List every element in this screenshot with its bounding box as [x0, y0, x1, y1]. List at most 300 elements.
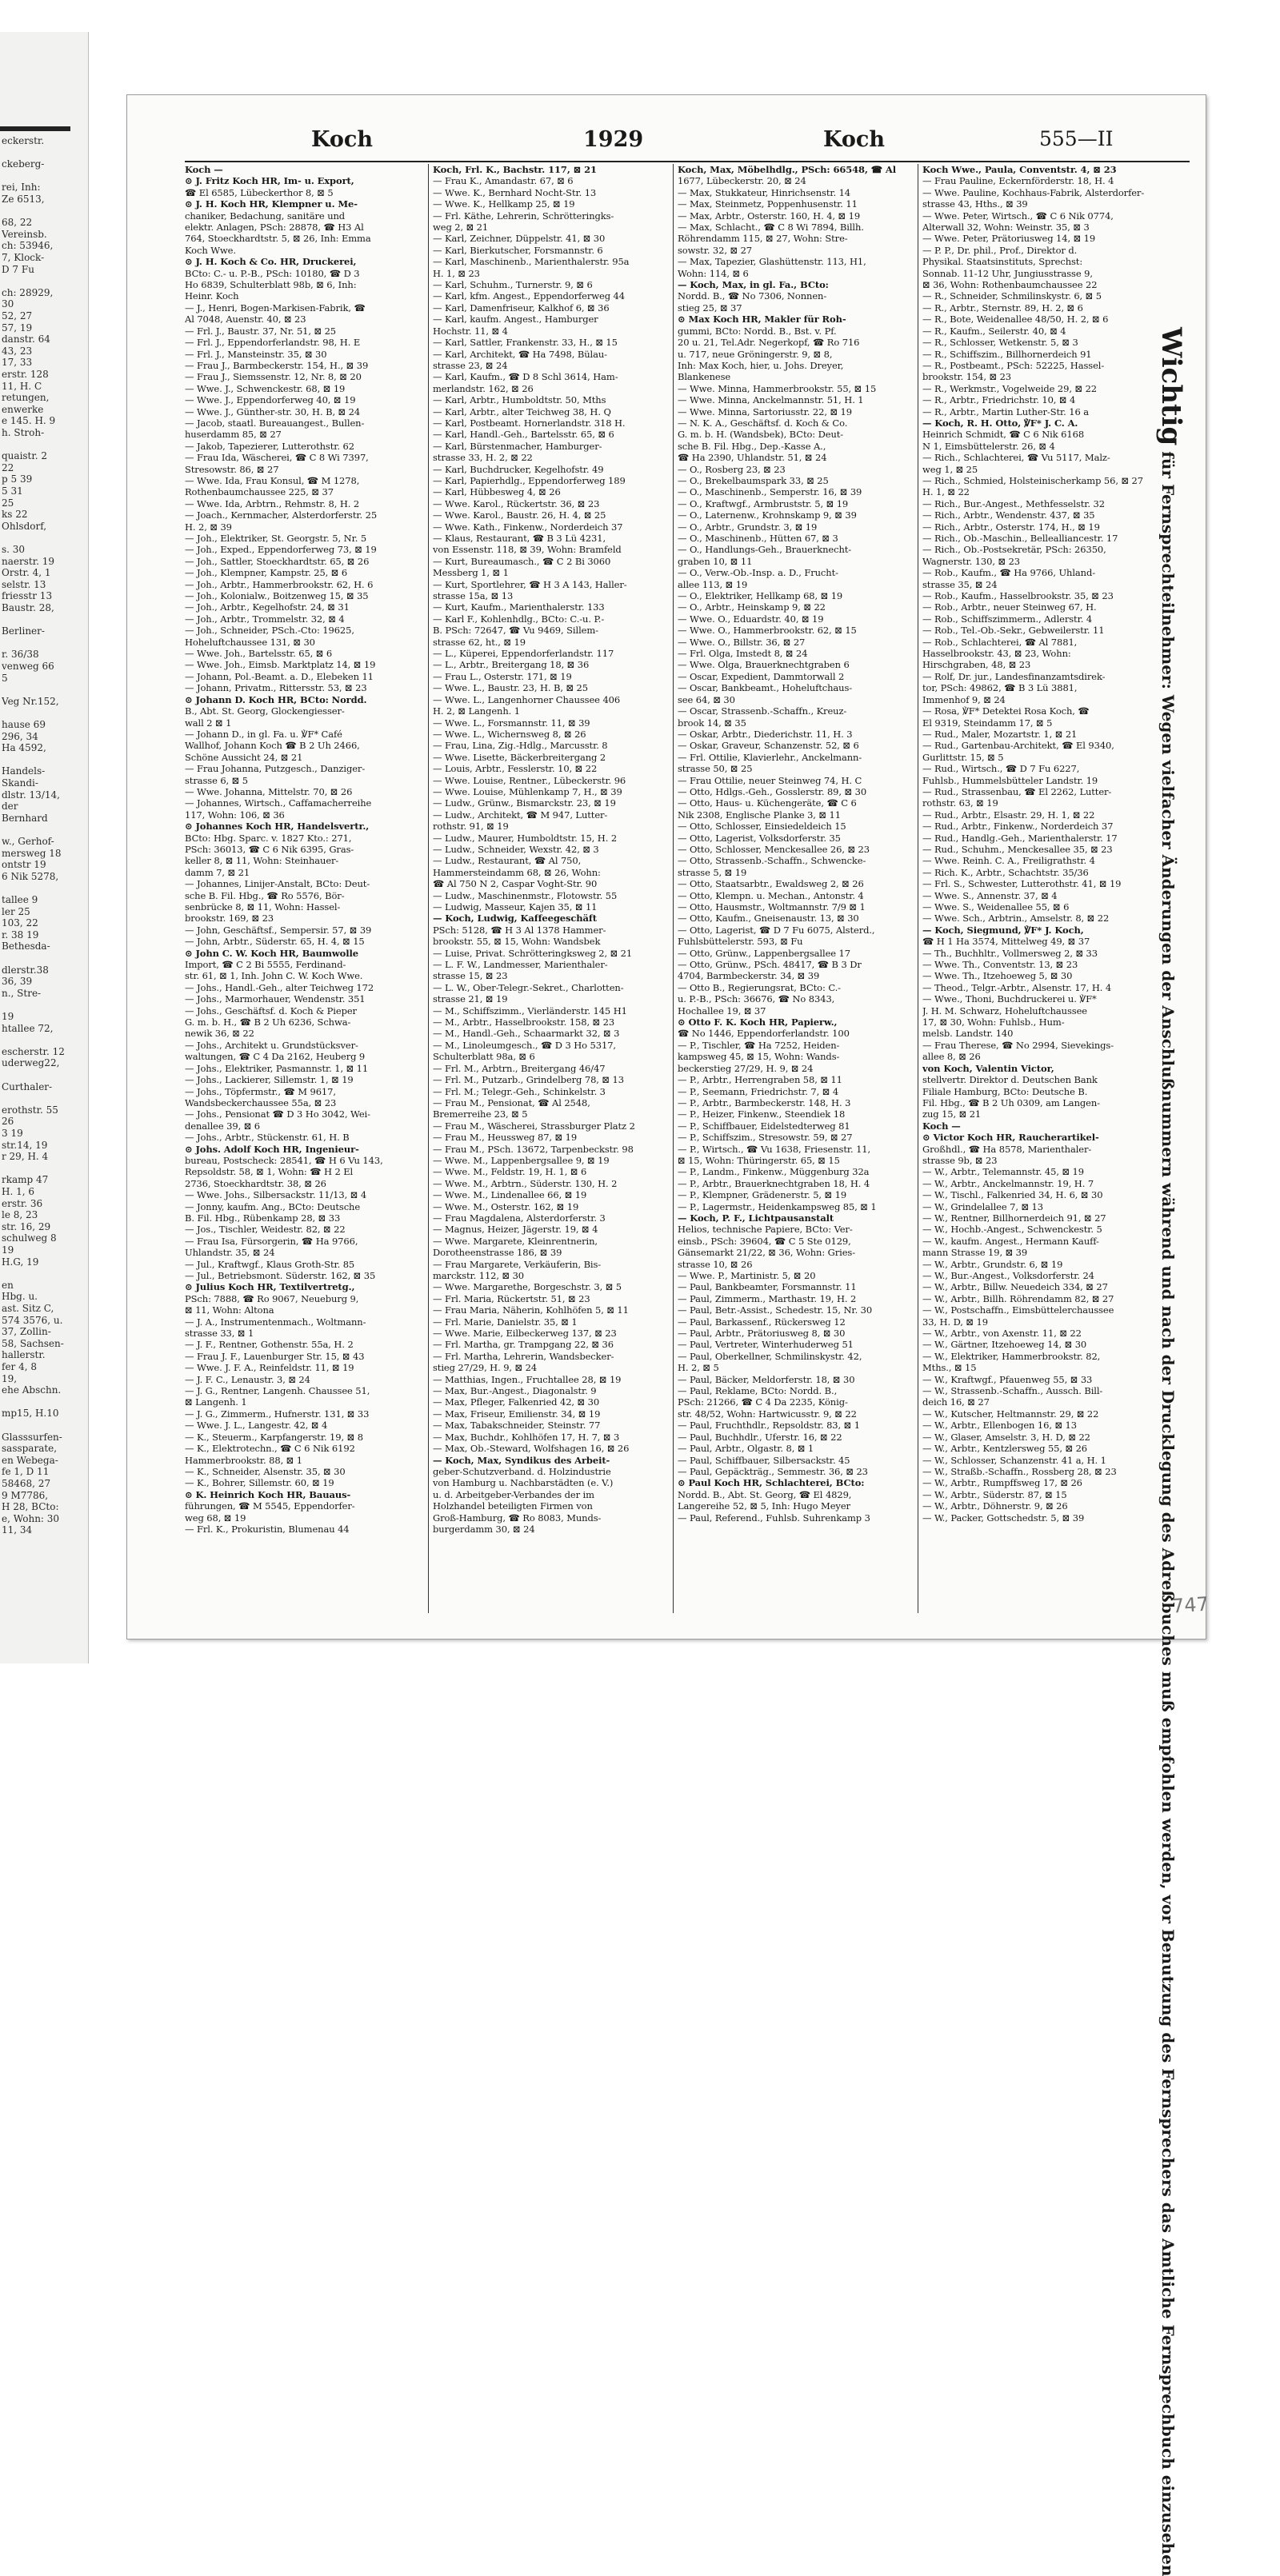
directory-entry-line: Heinr. Koch: [185, 290, 239, 302]
left-edge-rule: [0, 126, 70, 131]
directory-entry-line: — W., Arbtr., Billw. Neuedeich 334, ⊠ 27: [922, 1281, 1108, 1293]
directory-entry-line: — P., Landm., Finkenw., Müggenburg 32a: [678, 1166, 870, 1178]
directory-entry-line: — Frau J., Siemssenstr. 12, Nr. 8, ⊠ 20: [185, 371, 362, 383]
directory-entry-line: Wallhof, Johann Koch ☎ B 2 Uh 2466,: [185, 740, 360, 752]
directory-entry-line: — Johannes, Linijer-Anstalt, BCto: Deut-: [185, 878, 370, 890]
directory-entry-line: — W., Elektriker, Hammerbrookstr. 82,: [922, 1350, 1101, 1362]
left-edge-line: Ha 4592,: [2, 743, 46, 754]
directory-entry-line: — Otto, Staatsarbtr., Ewaldsweg 2, ⊠ 26: [678, 878, 864, 890]
directory-entry-line: — Karl, Arbtr., Humboldtstr. 50, Mths: [433, 394, 606, 406]
directory-entry-line: — Rob., Schiffszimmerm., Adlerstr. 4: [922, 613, 1093, 625]
directory-entry-line: ⊠ 36, Wohn: Rothenbaumchaussee 22: [922, 279, 1098, 291]
directory-entry-line: — Max, Arbtr., Osterstr. 160, H. 4, ⊠ 19: [678, 210, 861, 222]
directory-entry-line: kampsweg 45, ⊠ 15, Wohn: Wands-: [678, 1051, 840, 1063]
directory-entry-line: H. 1, ⊠ 22: [922, 486, 970, 498]
left-edge-line: erstr. 128: [2, 369, 49, 380]
directory-entry-line: Koch —: [922, 1120, 961, 1132]
left-edge-line: 19: [2, 1012, 14, 1022]
directory-entry-line: — Luise, Privat. Schrötteringksweg 2, ⊠ 21: [433, 947, 633, 959]
directory-entry-line: — Jos., Tischler, Weidestr. 82, ⊠ 22: [185, 1224, 346, 1236]
header-right-name: Koch: [823, 127, 885, 152]
directory-entry-line: — Karl, Damenfriseur, Kalkhof 6, ⊠ 36: [433, 302, 610, 314]
directory-entry-line: H. 2, ⊠ 5: [678, 1362, 719, 1374]
directory-entry-line: — O., Rosberg 23, ⊠ 23: [678, 463, 786, 475]
directory-entry-line: str. 61, ⊠ 1, Inh. John C. W. Koch Wwe.: [185, 970, 363, 982]
left-edge-line: 58468, 27: [2, 1479, 51, 1489]
directory-entry-line: — Otto, Grünw., Lappenbergsallee 17: [678, 947, 850, 959]
left-edge-line: p 5 39: [2, 474, 33, 485]
directory-entry-line: denallee 39, ⊠ 6: [185, 1120, 261, 1132]
directory-entry-line: ⊙ John C. W. Koch HR, Baumwolle: [185, 947, 359, 959]
directory-entry-line: Bremerreihe 23, ⊠ 5: [433, 1108, 528, 1120]
directory-entry-line: ⊙ J. Fritz Koch HR, Im- u. Export,: [185, 175, 354, 187]
directory-entry-line: — Wwe. Reinh. C. A., Freiligrathstr. 4: [922, 855, 1095, 867]
directory-entry-line: — Wwe. Joh., Bartelsstr. 65, ⊠ 6: [185, 648, 333, 660]
left-edge-line: 11, H. C: [2, 381, 42, 392]
directory-entry-line: — Johs., Lackierer, Sillemstr. 1, ⊠ 19: [185, 1074, 354, 1086]
header-page-number: 555—II: [1039, 127, 1114, 150]
directory-entry-line: — Paul, Gepäckträg., Semmestr. 36, ⊠ 23: [678, 1465, 868, 1477]
left-edge-line: Veg Nr.152,: [2, 696, 59, 707]
directory-entry-line: — Wwe. Margarete, Kleinrentnerin,: [433, 1235, 598, 1247]
directory-entry-line: — K., Steuerm., Karpfangerstr. 19, ⊠ 8: [185, 1431, 363, 1443]
left-edge-line: 22: [2, 462, 14, 473]
directory-entry-line: Schöne Aussicht 24, ⊠ 21: [185, 751, 303, 763]
directory-entry-line: — Koch, R. H. Otto, ℣F* J. C. A.: [922, 417, 1078, 429]
directory-entry-line: — Frau K., Amandastr. 67, ⊠ 6: [433, 175, 574, 187]
directory-entry-line: PSch: 36013, ☎ C 6 Nik 6395, Gras-: [185, 843, 354, 855]
directory-entry-line: — Wwe. Ida, Frau Konsul, ☎ M 1278,: [185, 474, 360, 486]
directory-entry-line: stieg 27/29, H. 9, ⊠ 24: [433, 1362, 538, 1374]
directory-entry-line: Messberg 1, ⊠ 1: [433, 567, 509, 579]
directory-entry-line: — W., Arbtr., von Axenstr. 11, ⊠ 22: [922, 1328, 1082, 1340]
directory-entry-line: — Karl, Bürstenmacher, Hamburger-: [433, 440, 602, 452]
left-edge-line: s. 30: [2, 545, 26, 555]
directory-entry-line: ⊙ J. H. Koch HR, Klempner u. Me-: [185, 198, 358, 210]
directory-entry-line: u. d. Arbeitgeber-Verbandes der im: [433, 1488, 594, 1500]
directory-entry-line: B. Fil. Hbg., Rübenkamp 28, ⊠ 33: [185, 1212, 341, 1224]
left-edge-line: 17, 33: [2, 357, 33, 369]
directory-entry-line: — W., Rentner, Billhornerdeich 91, ⊠ 27: [922, 1212, 1106, 1224]
left-edge-line: enwerke: [2, 404, 44, 415]
directory-entry-line: ⊠ 15, Wohn: Thüringerstr. 65, ⊠ 15: [678, 1154, 840, 1166]
directory-entry-line: 2736, Stoeckhardtstr. 38, ⊠ 26: [185, 1177, 326, 1189]
directory-entry-line: — Rich., Ob.-Postsekretär, PSch: 26350,: [922, 544, 1106, 556]
directory-entry-line: — Wwe. Karol., Baustr. 26, H. 4, ⊠ 25: [433, 509, 606, 521]
directory-entry-line: — Koch, Max, Syndikus des Arbeit-: [433, 1454, 610, 1466]
left-edge-line: 37, Zollin-: [2, 1327, 51, 1338]
directory-entry-line: Hasselbrookstr. 43, ⊠ 23, Wohn:: [922, 648, 1071, 660]
directory-entry-line: — Koch, Max, in gl. Fa., BCto:: [678, 279, 829, 291]
left-edge-line: ast. Sitz C,: [2, 1304, 54, 1314]
directory-entry-line: see 64, ⊠ 30: [678, 693, 735, 705]
directory-entry-line: — Johs., Geschäftsf. d. Koch & Pieper: [185, 1004, 357, 1016]
directory-entry-line: — Rob., Kaufm., ☎ Ha 9766, Uhland-: [922, 567, 1096, 579]
directory-entry-line: — O., Maschinenb., Hütten 67, ⊠ 3: [678, 533, 838, 544]
left-edge-line: 296, 34: [2, 731, 38, 742]
directory-entry-line: — Wwe. Minna, Hammerbrookstr. 55, ⊠ 15: [678, 382, 877, 394]
directory-entry-line: — Kurt, Bureaumasch., ☎ C 2 Bi 3060: [433, 555, 611, 567]
directory-entry-line: — Wwe. J., Eppendorferweg 40, ⊠ 19: [185, 394, 356, 406]
directory-entry-line: mann Strasse 19, ⊠ 39: [922, 1247, 1028, 1259]
column-3: [678, 164, 914, 1613]
directory-entry-line: elektr. Anlagen, PSch: 28878, ☎ H3 Al: [185, 222, 364, 234]
directory-entry-line: ☎ Al 750 N 2, Caspar Voght-Str. 90: [433, 878, 598, 890]
left-edge-line: Ze 6513,: [2, 194, 45, 205]
directory-entry-line: Mths., ⊠ 15: [922, 1362, 977, 1374]
directory-entry-line: — W., Hochb.-Angest., Schwenckestr. 5: [922, 1224, 1102, 1236]
directory-entry-line: — Frau M., PSch. 13672, Tarpenbeckstr. 98: [433, 1143, 634, 1155]
directory-entry-line: — Rud., Arbtr., Elsastr. 29, H. 1, ⊠ 22: [922, 809, 1095, 821]
left-edge-line: H 28, BCto:: [2, 1502, 59, 1513]
directory-entry-line: — M., Handl.-Geh., Schaarmarkt 32, ⊠ 3: [433, 1028, 620, 1040]
directory-entry-line: Al 7048, Auenstr. 40, ⊠ 23: [185, 314, 306, 325]
directory-entry-line: — Johs., Töpfermstr., ☎ M 9617,: [185, 1085, 336, 1097]
directory-entry-line: — R., Schiffszim., Billhornerdeich 91: [922, 348, 1092, 360]
directory-entry-line: — Karl, Schuhm., Turnerstr. 9, ⊠ 6: [433, 279, 593, 291]
directory-entry-line: — Karl, Hübbesweg 4, ⊠ 26: [433, 486, 561, 498]
directory-entry-line: — Rolf, Dr. jur., Landesfinanzamtsdirek-: [922, 670, 1106, 682]
directory-entry-line: waltungen, ☎ C 4 Da 2162, Heuberg 9: [185, 1051, 366, 1063]
directory-entry-line: Gurlittstr. 15, ⊠ 5: [922, 751, 1004, 763]
directory-entry-line: — O., Arbtr., Grundstr. 3, ⊠ 19: [678, 521, 818, 533]
left-edge-line: Orstr. 4, 1: [2, 568, 51, 579]
directory-entry-line: beckerstieg 27/29, H. 9, ⊠ 24: [678, 1062, 814, 1074]
left-edge-line: 19: [2, 1245, 14, 1256]
directory-entry-line: Import, ☎ C 2 Bi 5555, Ferdinand-: [185, 959, 346, 971]
directory-entry-line: — P., Seemann, Friedrichstr. 7, ⊠ 4: [678, 1085, 839, 1097]
directory-entry-line: Heinrich Schmidt, ☎ C 6 Nik 6168: [922, 429, 1085, 441]
directory-entry-line: keller 8, ⊠ 11, Wohn: Steinhauer-: [185, 855, 339, 867]
directory-entry-line: — W., Glaser, Amselstr. 3, H. D, ⊠ 22: [922, 1431, 1090, 1443]
directory-entry-line: — Paul, Arbtr., Prätoriusweg 8, ⊠ 30: [678, 1328, 846, 1340]
directory-entry-line: — Otto, Hausmstr., Woltmannstr. 7/9 ⊠ 1: [678, 901, 866, 913]
directory-entry-line: — Karl, Sattler, Frankenstr. 33, H., ⊠ 15: [433, 337, 618, 349]
directory-entry-line: damm 7, ⊠ 21: [185, 866, 250, 878]
directory-entry-line: u. P.-B., PSch: 36676, ☎ No 8343,: [678, 993, 835, 1005]
directory-entry-line: — Johs., Elektriker, Pasmannstr. 1, ⊠ 11: [185, 1062, 369, 1074]
left-edge-line: mersweg 18: [2, 848, 62, 859]
directory-entry-line: — Rud., Handlg.-Geh., Marienthalerstr. 17: [922, 832, 1118, 844]
directory-entry-line: 4704, Barmbeckerstr. 34, ⊠ 39: [678, 970, 820, 982]
directory-entry-line: weg 2, ⊠ 21: [433, 222, 489, 234]
left-edge-line: ckeberg-: [2, 159, 45, 170]
directory-entry-line: ⊠ 11, Wohn: Altona: [185, 1304, 274, 1316]
directory-entry-line: — W., Strassenb.-Schaffn., Aussch. Bill-: [922, 1385, 1103, 1397]
directory-entry-line: — Wwe. Pauline, Kochhaus-Fabrik, Alsterdorfer-: [922, 186, 1145, 198]
left-edge-line: 43, 23: [2, 345, 33, 357]
directory-entry-line: — W., Kraftwgf., Pfauenweg 55, ⊠ 33: [922, 1373, 1093, 1385]
directory-entry-line: chaniker, Bedachung, sanitäre und: [185, 210, 346, 222]
left-edge-line: escherstr. 12: [2, 1046, 65, 1057]
directory-entry-line: — Joh., Arbtr., Kegelhofstr. 24, ⊠ 31: [185, 601, 350, 613]
directory-entry-line: allee 8, ⊠ 26: [922, 1051, 981, 1063]
left-edge-line: schulweg 8: [2, 1233, 57, 1244]
directory-entry-line: — L. W., Ober-Telegr.-Sekret., Charlotten-: [433, 981, 624, 993]
directory-entry-line: — Johs., Architekt u. Grundstücksver-: [185, 1039, 358, 1051]
left-edge-line: dlstr. 13/14,: [2, 789, 60, 801]
directory-entry-line: — Frl. Maria, Rückertstr. 51, ⊠ 23: [433, 1292, 590, 1304]
left-edge-line: retungen,: [2, 393, 50, 404]
left-edge-line: 68, 22: [2, 218, 33, 229]
directory-entry-line: H. 2, ⊠ Langenh. 1: [433, 705, 520, 717]
directory-entry-line: führungen, ☎ M 5545, Eppendorfer-: [185, 1500, 355, 1512]
directory-entry-line: — Wwe. L., Forsmannstr. 11, ⊠ 39: [433, 717, 590, 729]
column-4: [922, 164, 1162, 1613]
directory-entry-line: — Otto, Haus- u. Küchengeräte, ☎ C 6: [678, 797, 857, 809]
directory-entry-line: — Rob., Arbtr., neuer Steinweg 67, H.: [922, 601, 1097, 613]
left-edge-line: 30: [2, 299, 14, 310]
directory-entry-line: — Max, Schlacht., ☎ C 8 Wi 7894, Billh.: [678, 222, 864, 234]
directory-entry-line: — Otto, Klempn. u. Mechan., Antonstr. 4: [678, 889, 864, 901]
left-edge-line: str.14, 19: [2, 1140, 48, 1151]
directory-entry-line: ⊙ Otto F. K. Koch HR, Papierw.,: [678, 1016, 838, 1028]
directory-entry-line: — W., Postschaffn., Eimsbüttelerchaussee: [922, 1304, 1114, 1316]
directory-entry-line: Fuhlsbüttelerstr. 593, ⊠ Fu: [678, 936, 803, 948]
directory-entry-line: — P., Schiffbauer, Eidelstedterweg 81: [678, 1120, 850, 1132]
directory-entry-line: — Jul., Kraftwgf., Klaus Groth-Str. 85: [185, 1258, 355, 1270]
directory-entry-line: — Frl. Käthe, Lehrerin, Schrötteringks-: [433, 210, 614, 222]
directory-entry-line: — P., Klempner, Grädenerstr. 5, ⊠ 19: [678, 1189, 847, 1201]
directory-entry-line: — Paul, Reklame, BCto: Nordd. B.,: [678, 1385, 838, 1397]
directory-entry-line: — Louis, Arbtr., Fesslerstr. 10, ⊠ 22: [433, 763, 598, 775]
directory-entry-line: Hoheluftchaussee 131, ⊠ 30: [185, 636, 315, 648]
directory-entry-line: — Koch, Ludwig, Kaffeegeschäft: [433, 913, 597, 925]
directory-entry-line: — Oscar, Strassenb.-Schaffn., Kreuz-: [678, 705, 847, 717]
directory-entry-line: — Wwe. O., Eduardstr. 40, ⊠ 19: [678, 613, 824, 625]
directory-entry-line: — Wwe. J., Schwenckestr. 68, ⊠ 19: [185, 382, 346, 394]
left-edge-line: ler 25: [2, 906, 30, 917]
directory-entry-line: ☎ No 1446, Eppendorferlandstr. 100: [678, 1028, 850, 1040]
directory-entry-line: — Wwe. L., Langenhorner Chaussee 406: [433, 693, 621, 705]
directory-entry-line: Blankenese: [678, 371, 731, 383]
directory-entry-line: — Karl, Bierkutscher, Forsmannstr. 6: [433, 244, 603, 256]
directory-entry-line: — P., Arbtr., Barmbeckerstr. 148, H. 3: [678, 1096, 851, 1108]
directory-entry-line: — Wwe. Louise, Mühlenkamp 7, H., ⊠ 39: [433, 785, 622, 797]
directory-entry-line: — Wwe. Th., Itzehoeweg 5, ⊠ 30: [922, 970, 1073, 982]
directory-entry-line: Filiale Hamburg, BCto: Deutsche B.: [922, 1085, 1088, 1097]
left-edge-line: Berliner-: [2, 626, 45, 637]
directory-entry-line: — Rich., Bur.-Angest., Methfesselstr. 32: [922, 497, 1105, 509]
directory-entry-line: rothstr. 91, ⊠ 19: [433, 821, 509, 833]
directory-entry-line: — Wwe. S., Annenstr. 37, ⊠ 4: [922, 889, 1058, 901]
directory-entry-line: — R., Arbtr., Friedrichstr. 10, ⊠ 4: [922, 394, 1076, 406]
directory-entry-line: Fil. Hbg., ☎ B 2 Uh 0309, am Langen-: [922, 1096, 1100, 1108]
directory-entry-line: — Joh., Arbtr., Hammerbrookstr. 62, H. 6: [185, 578, 374, 590]
directory-entry-line: — Karl F., Kohlenhdlg., BCto: C.-u. P.-: [433, 613, 605, 625]
directory-entry-line: — W., Kutscher, Heltmannstr. 29, ⊠ 22: [922, 1408, 1099, 1420]
directory-entry-line: — John, Geschäftsf., Sempersir. 57, ⊠ 39: [185, 924, 372, 936]
left-edge-line: htallee 72,: [2, 1023, 54, 1034]
left-edge-line: danstr. 64: [2, 334, 50, 345]
directory-entry-line: — M., Linoleumgesch., ☎ D 3 Ho 5317,: [433, 1039, 616, 1051]
directory-entry-line: — Frl. J., Baustr. 37, Nr. 51, ⊠ 25: [185, 325, 337, 337]
directory-entry-line: — Max, Stukkateur, Hinrichsenstr. 14: [678, 186, 851, 198]
directory-entry-line: — Wwe. Louise, Rentner., Lübeckerstr. 96: [433, 774, 626, 786]
directory-entry-line: — Wwe. Margarethe, Borgeschstr. 3, ⊠ 5: [433, 1281, 622, 1293]
header-left-name: Koch: [311, 127, 373, 152]
directory-page: [126, 94, 1206, 2576]
directory-entry-line: — Max, Pfleger, Falkenried 42, ⊠ 30: [433, 1396, 600, 1408]
directory-entry-line: — Karl, Arbtr., alter Teichweg 38, H. Q: [433, 405, 611, 417]
left-edge-line: ehe Abschn.: [2, 1385, 62, 1396]
directory-entry-line: BCto: C.- u. P.-B., PSch: 10180, ☎ D 3: [185, 267, 360, 279]
directory-entry-line: Nordd. B., Abt. St. Georg, ☎ El 4829,: [678, 1488, 852, 1500]
header-rule: [185, 161, 1190, 162]
directory-entry-line: Langereihe 52, ⊠ 5, Inh: Hugo Meyer: [678, 1500, 850, 1512]
left-edge-line: Vereinsb.: [2, 229, 47, 240]
directory-entry-line: strasse 15, ⊠ 23: [433, 970, 508, 982]
directory-entry-line: sche B. Fil. Hbg., ☎ Ro 5576, Bör-: [185, 889, 345, 901]
directory-entry-line: — Wwe. Minna, Sartoriusstr. 22, ⊠ 19: [678, 405, 852, 417]
directory-entry-line: — P., Schiffszim., Stresowstr. 59, ⊠ 27: [678, 1132, 853, 1144]
directory-entry-line: — Wwe. M., Lappenbergsallee 9, ⊠ 19: [433, 1154, 610, 1166]
directory-entry-line: Sonnab. 11-12 Uhr, Jungiusstrasse 9,: [922, 267, 1093, 279]
directory-entry-line: — Otto, Strassenb.-Schaffn., Schwencke-: [678, 855, 866, 867]
left-edge-line: h. Stroh-: [2, 428, 45, 438]
directory-entry-line: — Max, Tapezier, Glashüttenstr. 113, H1,: [678, 256, 866, 268]
directory-entry-line: — Frau M., Wäscherei, Strassburger Platz 2: [433, 1120, 635, 1132]
directory-entry-line: huserdamm 85, ⊠ 27: [185, 429, 282, 441]
directory-entry-line: weg 1, ⊠ 25: [922, 463, 978, 475]
side-notice-heading: Wichtig: [1155, 327, 1187, 446]
directory-entry-line: N 1, Eimsbüttelerstr. 26, ⊠ 4: [922, 440, 1055, 452]
directory-entry-line: — R., Schlosser, Wetkenstr. 5, ⊠ 3: [922, 337, 1078, 349]
directory-entry-line: — Wwe. P., Martinistr. 5, ⊠ 20: [678, 1270, 816, 1281]
left-edge-line: sassparate,: [2, 1444, 58, 1455]
directory-entry-line: — Wwe. J. L., Langestr. 42, ⊠ 4: [185, 1420, 328, 1432]
directory-entry-line: 764, Stoeckhardtstr. 5, ⊠ 26, Inh: Emma: [185, 233, 371, 245]
directory-entry-line: gummi, BCto: Nordd. B., Bst. v. Pf.: [678, 325, 837, 337]
left-edge-line: 58, Sachsen-: [2, 1338, 64, 1349]
directory-entry-line: von Essenstr. 118, ⊠ 39, Wohn: Bramfeld: [433, 544, 622, 556]
directory-entry-line: — Otto, Schlosser, Menckesallee 26, ⊠ 23: [678, 843, 870, 855]
directory-entry-line: B., Abt. St. Georg, Glockengiesser-: [185, 705, 345, 717]
directory-entry-line: ⊙ Victor Koch HR, Raucherartikel-: [922, 1132, 1099, 1144]
directory-entry-line: Holzhandel beteiligten Firmen von: [433, 1500, 593, 1512]
directory-entry-line: Uhlandstr. 35, ⊠ 24: [185, 1247, 275, 1259]
directory-entry-line: bureau, Postscheck: 28541, ☎ H 6 Vu 143,: [185, 1154, 383, 1166]
directory-entry-line: — Wwe. Ida, Arbtrn., Rehmstr. 8, H. 2: [185, 497, 360, 509]
directory-entry-line: — W., Bur.-Angest., Volksdorferstr. 24: [922, 1270, 1094, 1281]
directory-entry-line: Wohn: 114, ⊠ 6: [678, 267, 749, 279]
directory-entry-line: — Jonny, kaufm. Ang., BCto: Deutsche: [185, 1200, 361, 1212]
directory-entry-line: — John, Arbtr., Süderstr. 65, H. 4, ⊠ 15: [185, 936, 365, 948]
left-edge-line: uderweg22,: [2, 1058, 60, 1069]
directory-entry-line: strasse 6, ⊠ 5: [185, 774, 248, 786]
directory-entry-line: — N. K. A., Geschäftsf. d. Koch & Co.: [678, 417, 848, 429]
directory-entry-line: — Ludwig, Masseur, Kajen 35, ⊠ 11: [433, 901, 598, 913]
directory-entry-line: merlandstr. 162, ⊠ 26: [433, 382, 534, 394]
left-edge-line: eckerstr.: [2, 136, 45, 146]
directory-entry-line: — Wwe. O., Hammerbrookstr. 62, ⊠ 15: [678, 625, 857, 637]
directory-entry-line: — Frau J. F., Lauenburger Str. 15, ⊠ 43: [185, 1350, 365, 1362]
directory-entry-line: — Oscar, Expedient, Dammtorwall 2: [678, 670, 845, 682]
directory-entry-line: — Ludw., Schneider, Wexstr. 42, ⊠ 3: [433, 843, 599, 855]
directory-entry-line: Hochallee 19, ⊠ 37: [678, 1004, 766, 1016]
left-edge-line: tallee 9: [2, 895, 38, 905]
directory-entry-line: — Frau Johanna, Putzgesch., Danziger-: [185, 763, 366, 775]
directory-entry-line: Schulterblatt 98a, ⊠ 6: [433, 1051, 535, 1063]
directory-entry-line: strasse 33, H. 2, ⊠ 22: [433, 452, 533, 464]
left-edge-line: H. 1, 6: [2, 1187, 34, 1197]
left-edge-line: n., Stre-: [2, 988, 42, 999]
directory-entry-line: Koch —: [185, 164, 223, 175]
directory-entry-line: — Otto B., Regierungsrat, BCto: C.-: [678, 981, 841, 993]
directory-entry-line: — K., Elektrotechn., ☎ C 6 Nik 6192: [185, 1443, 355, 1455]
directory-entry-line: 20 u. 21, Tel.Adr. Negerkopf, ☎ Ro 716: [678, 337, 860, 349]
directory-entry-line: — R., Postbeamt., PSch: 52225, Hassel-: [922, 359, 1105, 371]
directory-entry-line: — W., Packer, Gottschedstr. 5, ⊠ 39: [922, 1512, 1085, 1524]
left-edge-line: 36, 39: [2, 976, 33, 988]
directory-entry-line: — Rich. K., Arbtr., Schachtstr. 35/36: [922, 866, 1089, 878]
directory-entry-line: burgerdamm 30, ⊠ 24: [433, 1523, 535, 1535]
directory-entry-line: — J., Henri, Bogen-Markisen-Fabrik, ☎: [185, 302, 366, 314]
directory-entry-line: — Wwe., Thoni, Buchdruckerei u. ℣F*: [922, 993, 1097, 1005]
directory-entry-line: — W., Straßb.-Schaffn., Rossberg 28, ⊠ 23: [922, 1465, 1117, 1477]
left-edge-line: quaistr. 2: [2, 451, 48, 462]
left-edge-line: e 145. H. 9: [2, 416, 56, 427]
directory-entry-line: — R., Bote, Weidenallee 48/50, H. 2, ⊠ 6: [922, 314, 1109, 325]
left-edge-line: naerstr. 19: [2, 556, 55, 567]
directory-entry-line: — Rud., Wirtsch., ☎ D 7 Fu 6227,: [922, 763, 1080, 775]
directory-entry-line: ⊙ Julius Koch HR, Textilvertretg.,: [185, 1281, 355, 1293]
directory-entry-line: Koch Wwe., Paula, Conventstr. 4, ⊠ 23: [922, 164, 1117, 175]
left-edge-line: en Webega-: [2, 1455, 58, 1466]
directory-entry-line: — Rich., Schlachterei, ☎ Vu 5117, Malz-: [922, 452, 1110, 464]
directory-entry-line: — Frl. K., Prokuristin, Blumenau 44: [185, 1523, 350, 1535]
directory-entry-line: ☎ El 6585, Lübeckerthor 8, ⊠ 5: [185, 186, 334, 198]
directory-entry-line: ⊙ K. Heinrich Koch HR, Bauaus-: [185, 1488, 351, 1500]
directory-entry-line: — W., Arbtr., Döhnerstr. 9, ⊠ 26: [922, 1500, 1068, 1512]
directory-entry-line: — Paul, Fruchthdlr., Repsoldstr. 83, ⊠ 1: [678, 1420, 860, 1432]
directory-entry-line: — Joh., Arbtr., Trommelstr. 32, ⊠ 4: [185, 613, 345, 625]
directory-entry-line: — Rud., Strassenbau, ☎ El 2262, Lutter-: [922, 785, 1112, 797]
directory-entry-line: marckstr. 112, ⊠ 30: [433, 1270, 525, 1281]
directory-entry-line: — Frau Isa, Fürsorgerin, ☎ Ha 9766,: [185, 1235, 358, 1247]
directory-entry-line: — J. G., Rentner, Langenh. Chaussee 51,: [185, 1385, 370, 1397]
directory-entry-line: — Frl. J., Eppendorferlandstr. 98, H. E: [185, 337, 361, 349]
directory-entry-line: — Wwe. Johanna, Mittelstr. 70, ⊠ 26: [185, 785, 353, 797]
directory-entry-line: — W., Arbtr., Rumpffsweg 17, ⊠ 26: [922, 1477, 1082, 1489]
directory-entry-line: — Karl, Maschinenb., Marienthalerstr. 95a: [433, 256, 630, 268]
directory-entry-line: — P., Lagermstr., Heidenkampsweg 85, ⊠ 1: [678, 1200, 877, 1212]
directory-entry-line: — Paul, Schiffbauer, Silbersackstr. 45: [678, 1454, 850, 1466]
directory-entry-line: ⊠ Langenh. 1: [185, 1396, 247, 1408]
directory-entry-line: — Rich., Ob.-Maschin., Bellealliancestr. 17: [922, 533, 1118, 544]
directory-entry-line: — Koch, P. F., Lichtpausanstalt: [678, 1212, 834, 1224]
left-edge-line: 6 Nik 5278,: [2, 871, 59, 882]
left-edge-line: hause 69: [2, 720, 46, 730]
directory-entry-line: — K., Bohrer, Sillemstr. 60, ⊠ 19: [185, 1477, 334, 1489]
directory-entry-line: Inh: Max Koch, hier, u. Johs. Dreyer,: [678, 359, 844, 371]
directory-entry-line: Röhrendamm 115, ⊠ 27, Wohn: Stre-: [678, 233, 848, 245]
directory-entry-line: — Wwe. Minna, Anckelmannstr. 51, H. 1: [678, 394, 864, 406]
directory-entry-line: Physikal. Staatsinstituts, Sprechst:: [922, 256, 1083, 268]
directory-entry-line: — Jakob, Tapezierer, Lutterothstr. 62: [185, 440, 354, 452]
directory-entry-line: Nordd. B., ☎ No 7306, Nonnen-: [678, 290, 827, 302]
directory-entry-line: — Frau Maria, Näherin, Kohlhöfen 5, ⊠ 11: [433, 1304, 629, 1316]
directory-entry-line: — O., Kraftwgf., Armbruststr. 5, ⊠ 19: [678, 497, 849, 509]
directory-entry-line: — J. F. C., Lenaustr. 3, ⊠ 24: [185, 1373, 310, 1385]
directory-entry-line: Immenhof 9, ⊠ 24: [922, 693, 1006, 705]
directory-entry-line: — Frl. M., Putzarb., Grindelberg 78, ⊠ 13: [433, 1074, 624, 1086]
left-edge-line: r. 36/38: [2, 649, 39, 661]
directory-entry-line: — R., Arbtr., Martin Luther-Str. 16 a: [922, 405, 1090, 417]
directory-entry-line: — Wwe. Lisette, Bäckerbreitergang 2: [433, 751, 606, 763]
directory-entry-line: — Karl, Zeichner, Düppelstr. 41, ⊠ 30: [433, 233, 606, 245]
directory-entry-line: Fuhlsb., Hummelsbütteler Landstr. 19: [922, 774, 1098, 786]
